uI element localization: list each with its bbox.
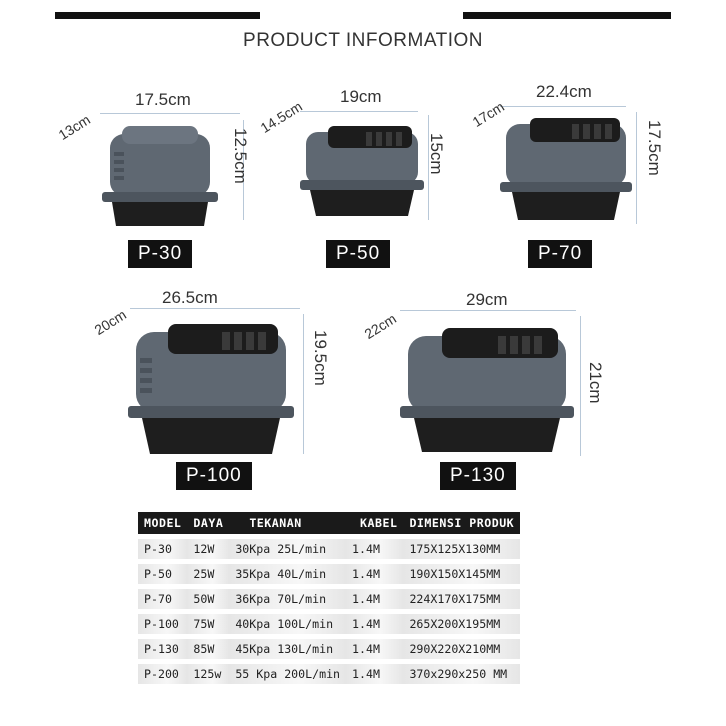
cell-tekanan: 55 Kpa 200L/min — [229, 664, 346, 684]
cell-dimensi: 224X170X175MM — [403, 589, 520, 609]
cell-dimensi: 190X150X145MM — [403, 564, 520, 584]
product-depth: 22cm — [361, 310, 400, 342]
cell-kabel: 1.4M — [346, 564, 403, 584]
product-width: 29cm — [466, 290, 508, 309]
header-tekanan: TEKANAN — [229, 512, 346, 534]
product-depth: 14.5cm — [257, 98, 305, 136]
header-dimensi: DIMENSI PRODUK — [403, 512, 520, 534]
cell-dimensi: 290X220X210MM — [403, 639, 520, 659]
cell-kabel: 1.4M — [346, 664, 403, 684]
product-depth: 13cm — [55, 111, 94, 143]
cell-dimensi: 175X125X130MM — [403, 539, 520, 559]
cell-dimensi: 370x290x250 MM — [403, 664, 520, 684]
product-depth: 17cm — [469, 98, 508, 130]
cell-tekanan: 40Kpa 100L/min — [229, 614, 346, 634]
product-width: 17.5cm — [135, 90, 191, 109]
top-bar-right — [463, 12, 671, 19]
table-row — [138, 664, 520, 684]
page-title: PRODUCT INFORMATION — [243, 30, 483, 51]
table-row — [138, 639, 520, 659]
cell-daya: 25W — [187, 564, 229, 584]
cell-kabel: 1.4M — [346, 539, 403, 559]
cell-daya: 12W — [187, 539, 229, 559]
cell-tekanan: 35Kpa 40L/min — [229, 564, 346, 584]
pump-image — [126, 322, 296, 458]
cell-daya: 50W — [187, 589, 229, 609]
table-row — [138, 589, 520, 609]
cell-model: P-50 — [138, 564, 187, 584]
product-height: 15cm — [427, 133, 446, 175]
model-label: P-30 — [128, 240, 192, 268]
header-daya: DAYA — [187, 512, 229, 534]
product-height: 21cm — [586, 362, 605, 404]
cell-model: P-30 — [138, 539, 187, 559]
pump-image — [398, 326, 576, 456]
cell-tekanan: 36Kpa 70L/min — [229, 589, 346, 609]
cell-daya: 85W — [187, 639, 229, 659]
pump-image — [298, 124, 426, 220]
cell-kabel: 1.4M — [346, 614, 403, 634]
table-row — [138, 564, 520, 584]
cell-kabel: 1.4M — [346, 639, 403, 659]
table-row — [138, 614, 520, 634]
product-depth: 20cm — [91, 306, 130, 338]
cell-daya: 125w — [187, 664, 229, 684]
pump-image — [498, 116, 634, 222]
cell-model: P-130 — [138, 639, 187, 659]
top-bar-left — [55, 12, 260, 19]
cell-dimensi: 265X200X195MM — [403, 614, 520, 634]
pump-image — [100, 122, 220, 230]
header-model: MODEL — [138, 512, 187, 534]
cell-tekanan: 45Kpa 130L/min — [229, 639, 346, 659]
model-label: P-100 — [176, 462, 252, 490]
product-width: 19cm — [340, 87, 382, 106]
cell-kabel: 1.4M — [346, 589, 403, 609]
model-label: P-50 — [326, 240, 390, 268]
product-height: 12.5cm — [231, 128, 250, 184]
cell-model: P-100 — [138, 614, 187, 634]
cell-tekanan: 30Kpa 25L/min — [229, 539, 346, 559]
product-width: 22.4cm — [536, 82, 592, 101]
model-label: P-70 — [528, 240, 592, 268]
cell-daya: 75W — [187, 614, 229, 634]
product-width: 26.5cm — [162, 288, 218, 307]
table-row — [138, 539, 520, 559]
cell-model: P-200 — [138, 664, 187, 684]
cell-model: P-70 — [138, 589, 187, 609]
product-height: 19.5cm — [311, 330, 330, 386]
header-kabel: KABEL — [346, 512, 403, 534]
model-label: P-130 — [440, 462, 516, 490]
spec-table — [138, 507, 520, 689]
product-height: 17.5cm — [645, 120, 664, 176]
table-header-row — [138, 512, 520, 534]
